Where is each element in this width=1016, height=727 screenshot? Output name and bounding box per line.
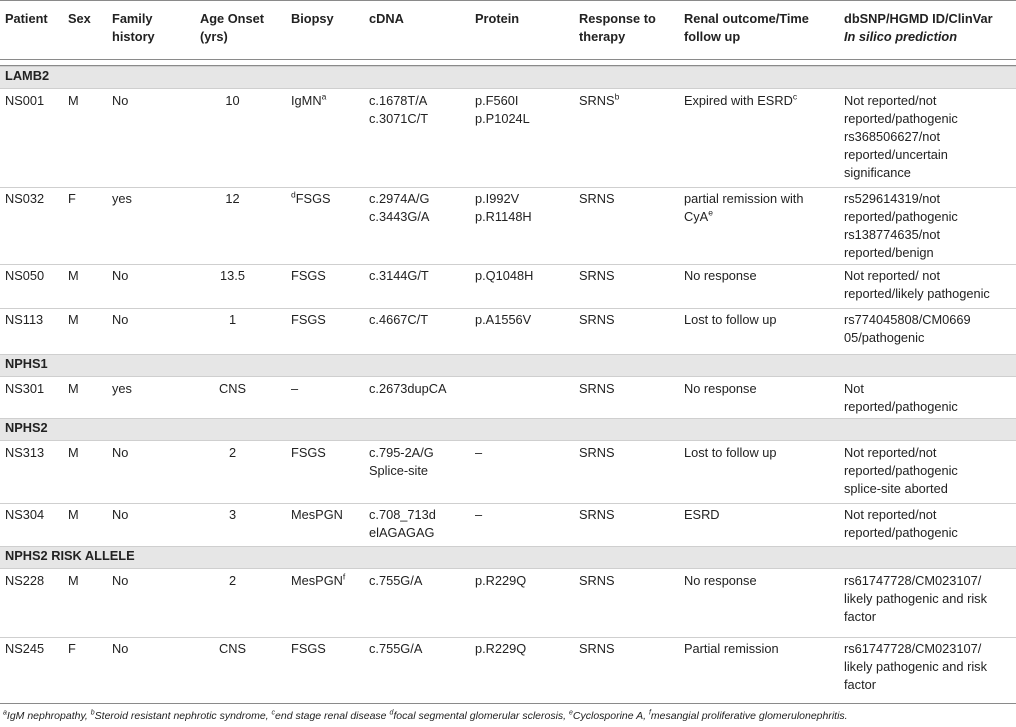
- cell-family: [112, 311, 128, 329]
- cell-text: M: [68, 445, 79, 460]
- cell-family: [112, 380, 132, 398]
- col-protein: Protein: [475, 11, 520, 26]
- cell-protein: [475, 311, 531, 329]
- cell-age: [200, 380, 265, 398]
- cell-protein: [475, 572, 526, 590]
- col-biopsy: Biopsy: [291, 11, 334, 26]
- group-label: NPHS1: [5, 356, 48, 371]
- col-patient: Patient: [5, 11, 48, 26]
- cell-text: 12: [225, 191, 240, 206]
- cell-response: [579, 572, 615, 590]
- cell-text: F: [68, 641, 76, 656]
- cell-family: [112, 267, 128, 285]
- cell-cdna: [369, 380, 447, 398]
- footnote-mark: b: [614, 91, 620, 102]
- cell-family: [112, 92, 128, 110]
- group-label: LAMB2: [5, 68, 50, 83]
- cell-sex: [68, 444, 79, 462]
- table-row: [0, 190, 1016, 267]
- cell-age: [200, 92, 265, 110]
- cell-text: Expired with ESRD: [684, 93, 793, 108]
- cell-patient: [5, 506, 44, 524]
- cell-text: 2: [228, 445, 237, 460]
- cell-text: 2: [228, 573, 237, 588]
- cell-patient: [5, 444, 44, 462]
- cell-text: M: [68, 507, 79, 522]
- cell-text: rs529614319/not reported/pathogenic rs138774635/not reported/benign: [844, 191, 958, 260]
- cell-text: SRNS: [579, 268, 615, 283]
- row-rule: [0, 264, 1016, 265]
- cell-patient: [5, 190, 44, 208]
- cell-text: SRNS: [579, 573, 615, 588]
- cell-sex: [68, 92, 79, 110]
- cell-biopsy: [291, 640, 326, 658]
- footnote-a: IgM nephropathy,: [6, 710, 91, 722]
- cell-text: No: [112, 93, 129, 108]
- group-rule: [0, 376, 1016, 377]
- cell-dbsnp: [844, 640, 987, 694]
- group-label: NPHS2: [5, 420, 48, 435]
- cell-cdna: [369, 640, 422, 658]
- cell-age: [200, 311, 265, 329]
- cell-text: c.3144G/T: [369, 268, 429, 283]
- cell-patient: [5, 572, 44, 590]
- cell-renal: [684, 92, 797, 110]
- cell-text: SRNS: [579, 445, 615, 460]
- cell-text: M: [68, 268, 79, 283]
- cell-response: [579, 444, 615, 462]
- cell-patient: [5, 640, 44, 658]
- footnote-c: end stage renal disease: [275, 710, 390, 722]
- bottom-rule: [0, 703, 1016, 704]
- cell-text: SRNS: [579, 191, 615, 206]
- cell-cdna: [369, 444, 434, 480]
- cell-response: [579, 506, 615, 524]
- cell-text: No: [112, 445, 129, 460]
- footnote-mark-c: c: [271, 709, 276, 717]
- cell-text: c.755G/A: [369, 641, 423, 656]
- cell-cdna: [369, 572, 422, 590]
- cell-patient: [5, 380, 44, 398]
- cell-text: M: [68, 381, 79, 396]
- cell-text: NS245: [5, 641, 45, 656]
- cell-text: No response: [684, 573, 757, 588]
- top-rule: [0, 0, 1016, 1]
- cell-text: FSGS: [291, 268, 326, 283]
- table-row: [0, 92, 1016, 190]
- cell-text: rs61747728/CM023107/ likely pathogenic and risk factor: [844, 573, 987, 624]
- col-dbsnp-line1: dbSNP/HGMD ID/ClinVar: [844, 11, 993, 26]
- cell-text: p.Q1048H: [475, 268, 534, 283]
- cell-biopsy: [291, 311, 326, 329]
- cell-text: p.A1556V: [475, 312, 532, 327]
- cell-age: [200, 640, 265, 658]
- cell-text: MesPGN: [291, 507, 343, 522]
- cell-text: CNS: [218, 641, 247, 656]
- cell-text: No: [112, 641, 129, 656]
- cell-text: c.4667C/T: [369, 312, 429, 327]
- group-rule: [0, 418, 1016, 419]
- footnote: [3, 710, 848, 722]
- cell-text: 13.5: [220, 268, 245, 283]
- cell-text: Lost to follow up: [684, 445, 777, 460]
- cell-dbsnp: [844, 572, 987, 626]
- cell-patient: [5, 311, 43, 329]
- cell-protein: [475, 506, 482, 524]
- cell-text: SRNS: [579, 93, 615, 108]
- footnote-mark: d: [291, 189, 296, 200]
- cell-protein: [475, 92, 530, 128]
- cell-text: –: [475, 445, 483, 460]
- cell-text: FSGS: [291, 312, 326, 327]
- cell-renal: [684, 311, 776, 329]
- footnote-e: Cyclosporine A,: [572, 710, 649, 722]
- cell-response: [579, 92, 619, 110]
- cell-text: c.2974A/G c.3443G/A: [369, 191, 430, 224]
- row-rule: [0, 637, 1016, 638]
- cell-text: NS032: [5, 191, 45, 206]
- footnote-mark: c: [792, 91, 798, 102]
- cell-text: 3: [228, 507, 237, 522]
- cell-text: FSGS: [291, 445, 326, 460]
- cell-text: SRNS: [579, 312, 615, 327]
- cell-dbsnp: [844, 190, 958, 262]
- cell-text: c.1678T/A c.3071C/T: [369, 93, 429, 126]
- cell-response: [579, 640, 615, 658]
- group-rule: [0, 88, 1016, 89]
- cell-sex: [68, 572, 79, 590]
- col-cdna: cDNA: [369, 11, 404, 26]
- table-row: [0, 267, 1016, 311]
- col-dbsnp: [844, 10, 993, 46]
- cell-text: p.F560I p.P1024L: [475, 93, 530, 126]
- cell-age: [200, 572, 265, 590]
- group-header-lamb2: [0, 66, 1016, 88]
- cell-text: rs774045808/CM0669 05/pathogenic: [844, 312, 971, 345]
- cell-text: c.708_713d elAGAGAG: [369, 507, 436, 540]
- cell-text: Not reported/not reported/pathogenic: [844, 507, 958, 540]
- cell-dbsnp: [844, 380, 958, 416]
- footnote-mark-d: d: [389, 709, 394, 717]
- group-rule: [0, 66, 1016, 67]
- row-rule: [0, 187, 1016, 188]
- cell-biopsy: [291, 267, 326, 285]
- header-rule: [0, 59, 1016, 60]
- cell-renal: [684, 506, 720, 524]
- cell-text: MesPGN: [291, 573, 343, 588]
- cell-text: ESRD: [684, 507, 720, 522]
- cell-biopsy: [291, 572, 345, 590]
- cell-biopsy: [291, 190, 331, 208]
- group-rule: [0, 354, 1016, 355]
- cell-text: FSGS: [291, 641, 326, 656]
- cell-biopsy: [291, 92, 326, 110]
- cell-text: SRNS: [579, 507, 615, 522]
- cell-text: M: [68, 93, 79, 108]
- cell-dbsnp: [844, 267, 990, 303]
- cell-sex: [68, 640, 76, 658]
- footnote-f: mesangial proliferative glomerulonephritis.: [650, 710, 848, 722]
- cell-dbsnp: [844, 506, 958, 542]
- cell-text: p.I992V p.R1148H: [475, 191, 532, 224]
- cell-text: No: [112, 573, 129, 588]
- footnote-mark-b: b: [90, 709, 95, 717]
- cell-family: [112, 190, 132, 208]
- cell-sex: [68, 506, 79, 524]
- cell-text: M: [68, 312, 79, 327]
- cell-text: 1: [228, 312, 237, 327]
- cell-protein: [475, 190, 532, 226]
- cell-text: p.R229Q: [475, 573, 527, 588]
- cell-cdna: [369, 92, 428, 128]
- cell-text: –: [475, 507, 483, 522]
- cell-cdna: [369, 267, 429, 285]
- cell-text: No response: [684, 381, 757, 396]
- cell-text: CNS: [218, 381, 247, 396]
- cell-text: rs61747728/CM023107/ likely pathogenic and risk factor: [844, 641, 987, 692]
- cell-protein: [475, 267, 533, 285]
- col-sex: Sex: [68, 11, 91, 26]
- footnote-mark-a: a: [3, 709, 7, 717]
- cell-family: [112, 572, 128, 590]
- cell-text: yes: [112, 381, 132, 396]
- cell-family: [112, 444, 128, 462]
- cell-family: [112, 640, 128, 658]
- cell-text: SRNS: [579, 381, 615, 396]
- footnote-mark: f: [342, 571, 346, 582]
- table-row: [0, 640, 1016, 708]
- cell-text: NS304: [5, 507, 45, 522]
- cell-text: No response: [684, 268, 757, 283]
- cell-text: Partial remission: [684, 641, 779, 656]
- cell-patient: [5, 267, 44, 285]
- footnote-d: focal segmental glomerular sclerosis,: [393, 710, 569, 722]
- group-header-nphs2: [0, 418, 1016, 440]
- group-label: NPHS2 RISK ALLELE: [5, 548, 135, 563]
- cell-cdna: [369, 190, 429, 226]
- cell-renal: [684, 572, 757, 590]
- footnote-b: Steroid resistant nephrotic syndrome,: [94, 710, 272, 722]
- cell-dbsnp: [844, 444, 958, 498]
- table-row: [0, 444, 1016, 506]
- cell-dbsnp: [844, 92, 958, 182]
- cell-protein: [475, 444, 482, 462]
- cell-text: Lost to follow up: [684, 312, 777, 327]
- cell-age: [200, 444, 265, 462]
- cell-text: NS050: [5, 268, 45, 283]
- cell-text: c.795-2A/G Splice-site: [369, 445, 434, 478]
- cell-text: Not reported/pathogenic: [844, 381, 958, 414]
- cell-patient: [5, 92, 44, 110]
- cell-age: [200, 267, 265, 285]
- col-age-onset: Age Onset (yrs): [200, 11, 264, 44]
- cell-cdna: [369, 311, 428, 329]
- cell-renal: [684, 640, 779, 658]
- group-header-nphs2-risk-allele: [0, 546, 1016, 568]
- cell-response: [579, 267, 615, 285]
- cell-text: M: [68, 573, 79, 588]
- cell-text: F: [68, 191, 76, 206]
- footnote-mark: a: [321, 91, 327, 102]
- cell-text: –: [291, 381, 299, 396]
- cell-family: [112, 506, 128, 524]
- cell-text: NS228: [5, 573, 45, 588]
- cell-renal: [684, 380, 757, 398]
- row-rule: [0, 503, 1016, 504]
- table-row: [0, 572, 1016, 640]
- cell-text: No: [112, 507, 129, 522]
- cell-sex: [68, 380, 79, 398]
- cell-text: No: [112, 312, 129, 327]
- col-response: Response to therapy: [579, 11, 656, 44]
- cell-renal: [684, 190, 803, 226]
- cell-text: SRNS: [579, 641, 615, 656]
- cell-text: yes: [112, 191, 132, 206]
- cell-age: [200, 190, 265, 208]
- col-renal-outcome: Renal outcome/Time follow up: [684, 11, 809, 44]
- cell-text: No: [112, 268, 129, 283]
- cell-text: NS113: [5, 312, 44, 327]
- cell-text: NS313: [5, 445, 45, 460]
- cell-text: c.2673dupCA: [369, 381, 447, 396]
- cell-dbsnp: [844, 311, 971, 347]
- cell-response: [579, 190, 615, 208]
- cell-text: Not reported/ not reported/likely pathogenic: [844, 268, 990, 301]
- table-row: [0, 506, 1016, 549]
- cell-text: partial remission with CyA: [684, 191, 804, 224]
- footnote-mark-e: e: [569, 709, 573, 717]
- table-row: [0, 311, 1016, 357]
- cell-text: Not reported/not reported/pathogenic rs368506627/not reported/uncertain significance: [844, 93, 958, 180]
- footnote-mark: e: [708, 207, 713, 218]
- group-rule: [0, 568, 1016, 569]
- cell-response: [579, 311, 615, 329]
- cell-age: [200, 506, 265, 524]
- cell-biopsy: [291, 506, 343, 524]
- cell-text: NS301: [5, 381, 45, 396]
- cell-text: FSGS: [295, 191, 331, 206]
- cell-text: Not reported/not reported/pathogenic splice-site aborted: [844, 445, 958, 496]
- header-row: [0, 10, 1016, 50]
- group-rule: [0, 546, 1016, 547]
- cell-sex: [68, 267, 79, 285]
- row-rule: [0, 308, 1016, 309]
- cell-renal: [684, 267, 757, 285]
- cell-protein: [475, 640, 526, 658]
- cell-response: [579, 380, 615, 398]
- cell-cdna: [369, 506, 436, 542]
- cell-text: c.755G/A: [369, 573, 423, 588]
- cell-biopsy: [291, 380, 298, 398]
- cell-text: p.R229Q: [475, 641, 527, 656]
- group-header-nphs1: [0, 354, 1016, 376]
- cell-text: 10: [225, 93, 240, 108]
- cell-text: IgMN: [291, 93, 322, 108]
- col-dbsnp-line2: In silico prediction: [844, 29, 958, 44]
- footnote-mark-f: f: [648, 709, 651, 717]
- group-rule: [0, 440, 1016, 441]
- col-family-history: Family history: [112, 11, 155, 44]
- cell-renal: [684, 444, 776, 462]
- cell-sex: [68, 190, 76, 208]
- cell-biopsy: [291, 444, 326, 462]
- cell-text: NS001: [5, 93, 45, 108]
- cell-sex: [68, 311, 79, 329]
- table-row: [0, 380, 1016, 421]
